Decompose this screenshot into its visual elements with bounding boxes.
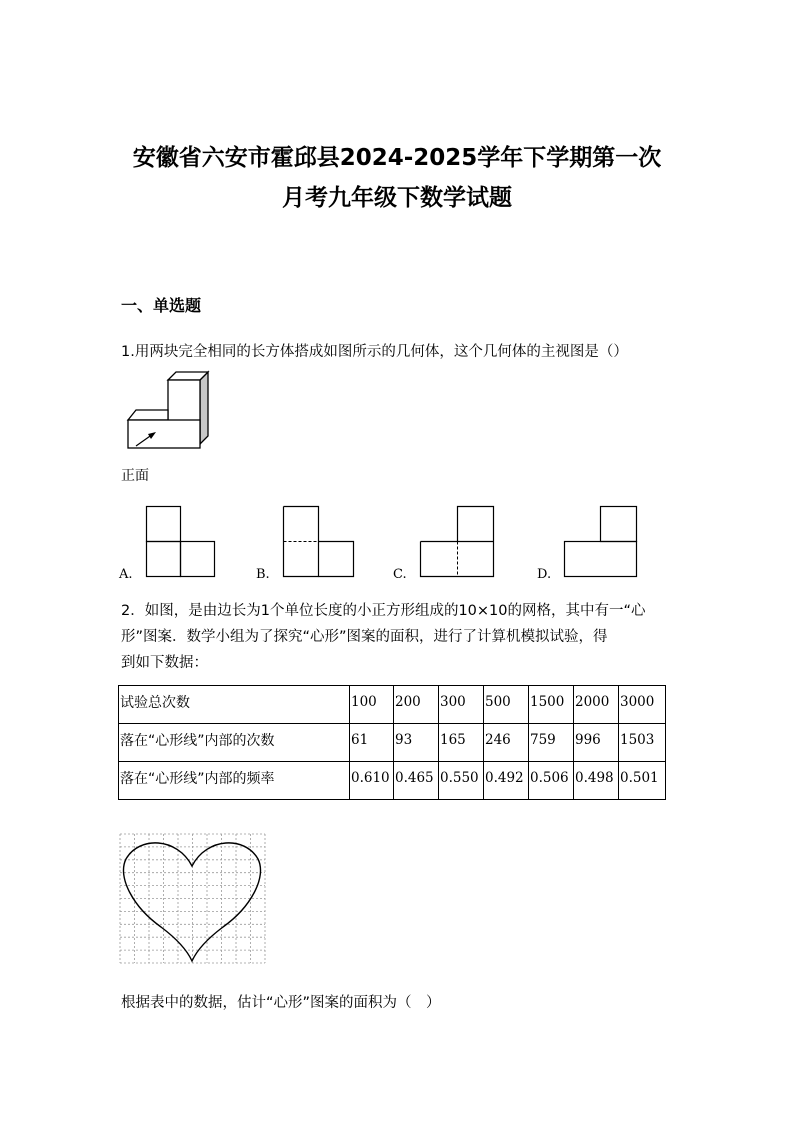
row-label: 落在“心形线”内部的次数 — [119, 724, 350, 762]
experiment-table — [118, 685, 666, 800]
question-2-line-1: 2．如图，是由边长为1个单位长度的小正方形组成的10×10的网格，其中有一“心 — [121, 603, 646, 619]
table-cell: 300 — [439, 686, 484, 724]
front-label: 正面 — [121, 468, 149, 484]
option-b-figure — [282, 505, 356, 579]
table-cell: 2000 — [574, 686, 619, 724]
table-row — [119, 724, 666, 762]
row-label: 落在“心形线”内部的频率 — [119, 762, 350, 800]
heart-grid-figure — [119, 833, 267, 965]
row-label: 试验总次数 — [119, 686, 350, 724]
table-cell: 0.498 — [574, 762, 619, 800]
question-2-line-2: 形”图案．数学小组为了探究“心形”图案的面积，进行了计算机模拟试验，得 — [121, 629, 608, 645]
table-cell: 3000 — [619, 686, 666, 724]
question-1-text: 1.用两块完全相同的长方体搭成如图所示的几何体，这个几何体的主视图是（） — [121, 344, 628, 360]
heart-curve — [123, 843, 260, 961]
table-cell: 165 — [439, 724, 484, 762]
dotted-grid — [120, 834, 265, 963]
table-cell: 93 — [394, 724, 439, 762]
table-row — [119, 762, 666, 800]
table-cell: 100 — [350, 686, 394, 724]
option-a-label: A. — [119, 567, 133, 582]
question-2-prompt: 根据表中的数据，估计“心形”图案的面积为（ ） — [121, 995, 441, 1011]
option-d-label: D. — [537, 567, 552, 582]
option-b-label: B. — [256, 567, 270, 582]
table-cell: 0.492 — [484, 762, 529, 800]
table-cell: 0.506 — [529, 762, 574, 800]
option-a-figure — [145, 505, 217, 579]
table-cell: 246 — [484, 724, 529, 762]
table-cell: 0.550 — [439, 762, 484, 800]
option-c-figure — [419, 505, 495, 579]
table-cell: 996 — [574, 724, 619, 762]
table-cell: 500 — [484, 686, 529, 724]
table-cell: 759 — [529, 724, 574, 762]
page-title-line-1: 安徽省六安市霍邱县2024-2025学年下学期第一次 — [132, 145, 662, 171]
table-cell: 1500 — [529, 686, 574, 724]
option-c-label: C. — [393, 567, 407, 582]
page-title-line-2: 月考九年级下数学试题 — [282, 185, 512, 211]
table-cell: 0.501 — [619, 762, 666, 800]
q1-solid-figure — [120, 368, 220, 458]
table-cell: 0.465 — [394, 762, 439, 800]
option-d-figure — [563, 505, 639, 579]
question-2-line-3: 到如下数据： — [121, 655, 208, 671]
section-heading: 一、单选题 — [121, 296, 202, 315]
table-cell: 61 — [350, 724, 394, 762]
table-cell: 0.610 — [350, 762, 394, 800]
table-cell: 1503 — [619, 724, 666, 762]
table-row — [119, 686, 666, 724]
table-cell: 200 — [394, 686, 439, 724]
